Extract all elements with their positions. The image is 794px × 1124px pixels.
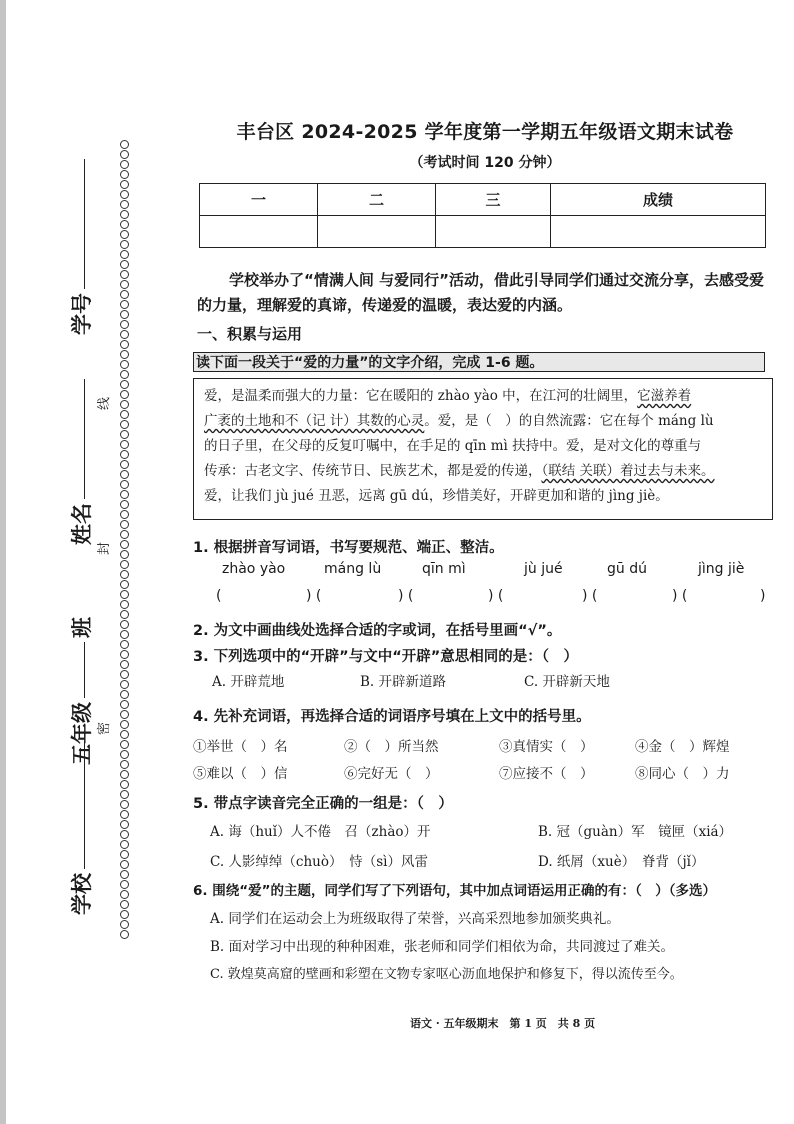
seal-circle xyxy=(120,210,129,219)
seal-circle xyxy=(120,240,129,249)
question-1: 1. 根据拼音写词语，书写要规范、端正、整洁。 xyxy=(193,540,504,556)
passage-box xyxy=(193,378,773,520)
page-footer: 语文 · 五年级期末 第 1 页 共 8 页 xyxy=(410,1017,596,1030)
passage-line-4: 传承：古老文字、传统节日、民族艺术，都是爱的传递，（联结 关联）着过去与未来。 xyxy=(204,463,715,479)
school-blank[interactable] xyxy=(84,734,85,869)
seal-circle xyxy=(120,830,129,839)
seal-circle xyxy=(120,330,129,339)
seal-circle xyxy=(120,840,129,849)
seal-circle xyxy=(120,800,129,809)
seal-circle xyxy=(120,710,129,719)
score-table-header-row xyxy=(200,184,766,216)
seal-circle xyxy=(120,660,129,669)
exam-title: 丰台区 2024-2025 学年度第一学期五年级语文期末试卷 xyxy=(236,121,734,143)
seal-circle xyxy=(120,600,129,609)
seal-circle xyxy=(120,720,129,729)
pinyin-item: qīn mì xyxy=(422,561,466,577)
seal-circle xyxy=(120,400,129,409)
seal-circle xyxy=(120,480,129,489)
seal-circle xyxy=(120,780,129,789)
seal-circle xyxy=(120,760,129,769)
seal-circle xyxy=(120,370,129,379)
wavy-underline: 它滋养着 xyxy=(637,388,692,404)
passage-line-2: 广袤的土地和不（记 计）其数的心灵。爱，是（ ）的自然流露：它在每个 máng lù xyxy=(204,413,714,429)
seal-circle xyxy=(120,560,129,569)
wavy-underline: （联结 关联）着过去与未来。 xyxy=(541,463,715,479)
score-table-blank-row xyxy=(200,216,766,248)
grade-label: 五年级 xyxy=(69,702,94,765)
grade-blank[interactable] xyxy=(84,658,85,698)
passage-line-1: 爱，是温柔而强大的力量：它在暖阳的 zhào yào 中，在江河的壮阔里，它滋养着 xyxy=(204,388,692,404)
score-cell-part-3[interactable] xyxy=(436,216,551,248)
q4-item-8[interactable]: ⑧同心（ ）力 xyxy=(635,766,730,782)
wavy-underline: 广袤的土地和不（记 计）其数的心灵 xyxy=(204,413,425,429)
name-blank[interactable] xyxy=(84,379,85,499)
seal-circle xyxy=(120,440,129,449)
score-header-part-3: 三 xyxy=(436,184,551,216)
name-field xyxy=(66,379,96,545)
seal-circle xyxy=(120,620,129,629)
school-label: 学校 xyxy=(69,873,94,915)
q4-item-7[interactable]: ⑦应接不（ ） xyxy=(499,766,594,782)
seal-circle xyxy=(120,900,129,909)
seal-circle xyxy=(120,740,129,749)
seal-circle xyxy=(120,530,129,539)
q4-item-3[interactable]: ③真情实（ ） xyxy=(499,739,594,755)
seal-circle xyxy=(120,500,129,509)
seal-feng-mark: 封 xyxy=(97,541,112,555)
seal-circle xyxy=(120,540,129,549)
seal-circle xyxy=(120,180,129,189)
seal-circle xyxy=(120,680,129,689)
seal-circle xyxy=(120,430,129,439)
passage-line-3: 的日子里，在父母的反复叮嘱中，在手足的 qīn mì 扶持中。爱，是对文化的尊重与 xyxy=(204,438,702,454)
intro-paragraph: 学校举办了“情满人间 与爱同行”活动，借此引导同学们通过交流分享，去感受爱的力量，理解爱的真谛，传递爱的温暖，表达爱的内涵。 xyxy=(197,271,764,314)
seal-circle xyxy=(120,770,129,779)
seal-circle xyxy=(120,870,129,879)
seal-xian-mark: 线 xyxy=(97,396,112,410)
seal-circle xyxy=(120,260,129,269)
section-title: 一、积累与运用 xyxy=(197,325,303,343)
seal-circle xyxy=(120,850,129,859)
seal-circle xyxy=(120,860,129,869)
seal-circle xyxy=(120,220,129,229)
seal-circle xyxy=(120,920,129,929)
seal-circle xyxy=(120,250,129,259)
q5-option-c[interactable]: C. 人影绰绰（chuò） 恃（sì）风雷 xyxy=(210,854,429,870)
seal-circle xyxy=(120,420,129,429)
seal-circle xyxy=(120,930,129,939)
student-id-label: 学号 xyxy=(69,293,94,335)
question-5: 5. 带点字读音完全正确的一组是：（ ） xyxy=(193,796,453,812)
seal-circle xyxy=(120,340,129,349)
seal-circle xyxy=(120,640,129,649)
question-3: 3. 下列选项中的“开辟”与文中“开辟”意思相同的是：（ ） xyxy=(193,649,579,665)
seal-circle xyxy=(120,790,129,799)
score-header-part-1: 一 xyxy=(200,184,318,216)
school-field xyxy=(66,734,96,915)
student-id-field xyxy=(66,159,96,335)
score-header-total: 成绩 xyxy=(551,184,766,216)
seal-circle xyxy=(120,700,129,709)
seal-mi-mark: 密 xyxy=(97,721,112,735)
seal-circle xyxy=(120,570,129,579)
answer-brackets-row[interactable]: ( ) ( ) ( ) ( ) ( ) ( ) xyxy=(216,588,766,604)
q5-option-d[interactable]: D. 纸屑（xuè） 脊背（jǐ） xyxy=(538,854,705,870)
question-6: 6. 围绕“爱”的主题，同学们写了下列语句，其中加点词语运用正确的有：（ ）（多选） xyxy=(193,883,716,899)
score-cell-total[interactable] xyxy=(551,216,766,248)
seal-circle xyxy=(120,390,129,399)
seal-circle xyxy=(120,880,129,889)
name-label: 姓名 xyxy=(69,503,94,545)
score-cell-part-2[interactable] xyxy=(318,216,436,248)
q4-item-6[interactable]: ⑥完好无（ ） xyxy=(344,766,439,782)
seal-circle xyxy=(120,750,129,759)
q5-option-b[interactable]: B. 冠（guàn）军 镜匣（xiá） xyxy=(538,824,733,840)
q6-option-b[interactable]: B. 面对学习中出现的种种困难，张老师和同学们相依为命，共同渡过了难关。 xyxy=(210,939,675,955)
pinyin-row xyxy=(222,561,762,579)
seal-circle xyxy=(120,690,129,699)
q4-item-2[interactable]: ②（ ）所当然 xyxy=(344,739,439,755)
seal-circle xyxy=(120,200,129,209)
q4-item-1[interactable]: ①举世（ ）名 xyxy=(193,739,288,755)
seal-circle xyxy=(120,650,129,659)
seal-circle xyxy=(120,360,129,369)
seal-circle xyxy=(120,670,129,679)
seal-circle xyxy=(120,590,129,599)
seal-circle xyxy=(120,510,129,519)
seal-circle xyxy=(120,300,129,309)
q6-option-c[interactable]: C. 敦煌莫高窟的壁画和彩塑在文物专家呕心沥血地保护和修复下，得以流传至今。 xyxy=(210,967,683,982)
q3-option-b[interactable]: B. 开辟新道路 xyxy=(360,674,447,690)
seal-circle xyxy=(120,380,129,389)
seal-circle xyxy=(120,810,129,819)
score-cell-part-1[interactable] xyxy=(200,216,318,248)
pinyin-item: gū dú xyxy=(607,561,647,577)
q6-option-a[interactable]: A. 同学们在运动会上为班级取得了荣誉，兴高采烈地参加颁奖典礼。 xyxy=(210,911,620,927)
seal-circle xyxy=(120,160,129,169)
seal-circle xyxy=(120,290,129,299)
seal-circle xyxy=(120,730,129,739)
pinyin-item: máng lù xyxy=(324,561,382,577)
seal-circle xyxy=(120,890,129,899)
seal-circle xyxy=(120,230,129,239)
pinyin-item: zhào yào xyxy=(222,561,286,577)
seal-circle xyxy=(120,170,129,179)
seal-circle xyxy=(120,310,129,319)
q4-item-4[interactable]: ④金（ ）辉煌 xyxy=(635,739,730,755)
seal-circle xyxy=(120,190,129,199)
seal-circle xyxy=(120,450,129,459)
seal-circle xyxy=(120,490,129,499)
seal-circle xyxy=(120,410,129,419)
seal-circle xyxy=(120,610,129,619)
q5-option-a[interactable]: A. 诲（huǐ）人不倦 召（zhào）开 xyxy=(210,824,431,840)
q3-option-a[interactable]: A. 开辟荒地 xyxy=(212,674,285,690)
pinyin-item: jù jué xyxy=(524,561,563,577)
passage-line-5: 爱，让我们 jù jué 丑恶，远离 gū dú，珍惜美好，开辟更加和谐的 jìng jiè。 xyxy=(204,488,669,504)
seal-circle xyxy=(120,630,129,639)
instruction-banner: 读下面一段关于“爱的力量”的文字介绍，完成 1-6 题。 xyxy=(193,352,765,372)
seal-circle xyxy=(120,320,129,329)
seal-circle xyxy=(120,270,129,279)
student-id-blank[interactable] xyxy=(84,159,85,289)
pinyin-item: jìng jiè xyxy=(698,561,745,577)
seal-dotted-line xyxy=(117,140,131,970)
seal-circle xyxy=(120,910,129,919)
seal-circle xyxy=(120,280,129,289)
class-label: 班 xyxy=(69,617,94,638)
seal-circle xyxy=(120,550,129,559)
seal-circle xyxy=(120,820,129,829)
question-4: 4. 先补充词语，再选择合适的词语序号填在上文中的括号里。 xyxy=(193,709,591,725)
score-table xyxy=(199,183,766,248)
question-2: 2. 为文中画曲线处选择合适的字或词，在括号里画“√”。 xyxy=(193,623,562,639)
seal-circle xyxy=(120,580,129,589)
seal-circle xyxy=(120,350,129,359)
q4-item-5[interactable]: ⑤难以（ ）信 xyxy=(193,766,288,782)
exam-duration: （考试时间 120 分钟） xyxy=(409,155,561,171)
seal-circle xyxy=(120,460,129,469)
seal-circle xyxy=(120,520,129,529)
seal-circle xyxy=(120,150,129,159)
q3-option-c[interactable]: C. 开辟新天地 xyxy=(524,674,610,690)
seal-circle xyxy=(120,470,129,479)
scan-edge xyxy=(0,0,6,1124)
seal-circle xyxy=(120,140,129,149)
score-header-part-2: 二 xyxy=(318,184,436,216)
